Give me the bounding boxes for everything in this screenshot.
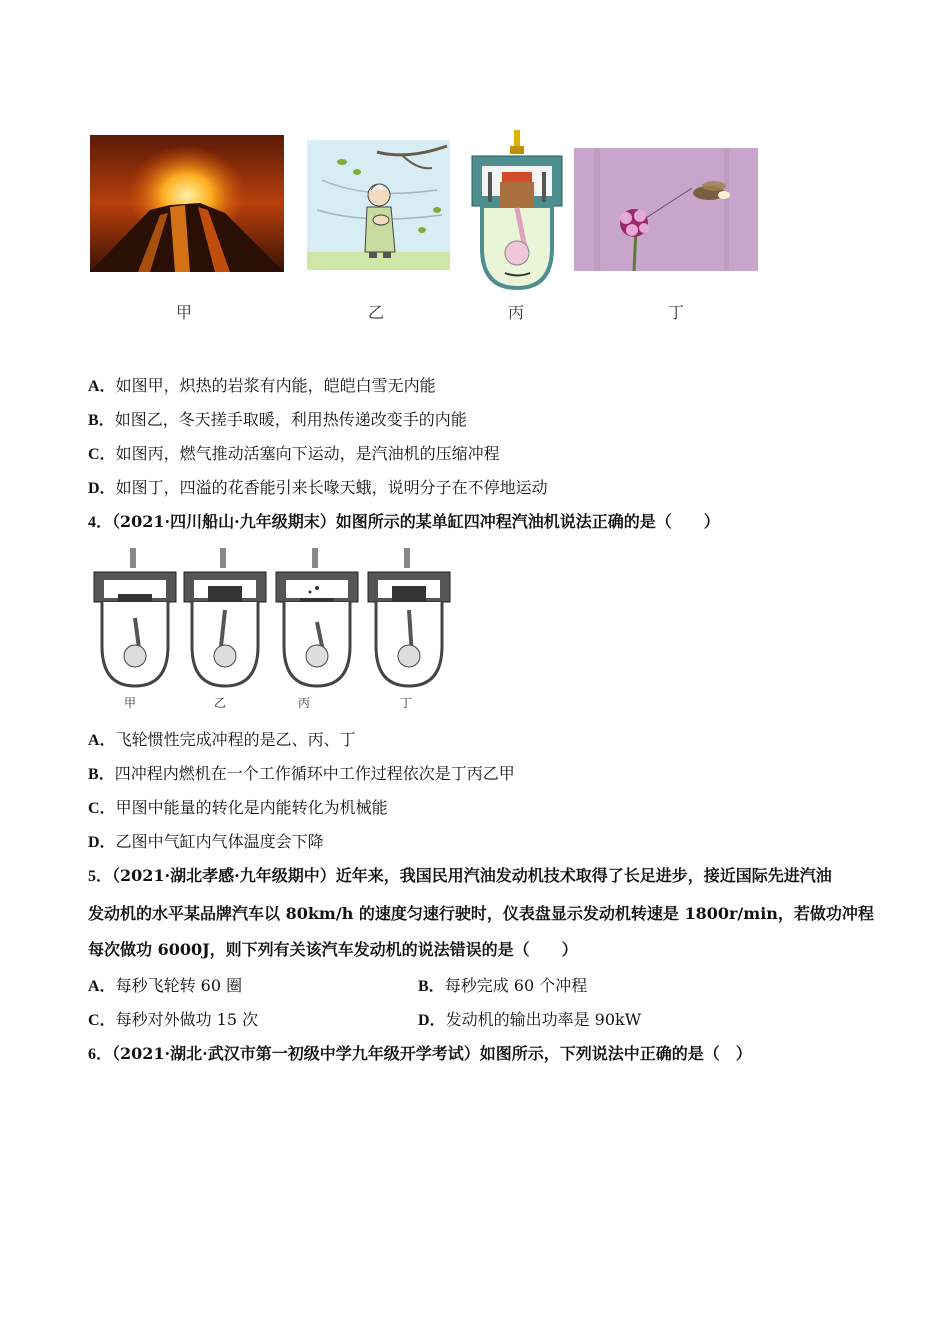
- q5-option-d: D．发动机的输出功率是 90kW: [418, 1010, 642, 1029]
- figure-1-caption-jia: 甲: [176, 303, 193, 322]
- q3-option-a: A．如图甲，炽热的岩浆有内能，皑皑白雪无内能: [88, 376, 436, 395]
- figure-1-caption-bing: 丙: [508, 303, 525, 322]
- engine-stroke-bing-icon: [274, 546, 360, 691]
- piston-cylinder-icon: [470, 128, 564, 293]
- q4-figure-engine-strokes: [92, 546, 462, 716]
- person-rubbing-hands-icon: [307, 140, 450, 270]
- moth-flower-icon: [574, 148, 758, 271]
- q5-option-a: A．每秒飞轮转 60 圈: [88, 976, 243, 995]
- volcano-icon: [90, 135, 284, 272]
- q5-option-b: B．每秒完成 60 个冲程: [418, 976, 588, 995]
- figure-1-caption-ding: 丁: [668, 303, 685, 322]
- q3-option-b: B．如图乙，冬天搓手取暖，利用热传递改变手的内能: [88, 410, 467, 429]
- q5-line-3: 每次做功 6000J，则下列有关该汽车发动机的说法错误的是（ ）: [88, 940, 578, 959]
- q4-option-b: B．四冲程内燃机在一个工作循环中工作过程依次是丁丙乙甲: [88, 764, 515, 783]
- q5-option-c: C．每秒对外做功 15 次: [88, 1010, 259, 1029]
- engine-stroke-jia-icon: [92, 546, 178, 691]
- q3-option-d: D．如图丁，四溢的花香能引来长喙天蛾，说明分子在不停地运动: [88, 478, 548, 497]
- q6-stem: 6．（2021·湖北·武汉市第一初级中学九年级开学考试）如图所示，下列说法中正确的是（ ）: [88, 1044, 752, 1063]
- q4-option-d: D．乙图中气缸内气体温度会下降: [88, 832, 324, 851]
- engine-stroke-yi-icon: [182, 546, 268, 691]
- q4-caption-jia: 甲: [124, 696, 137, 710]
- q4-caption-bing: 丙: [298, 696, 311, 710]
- q3-option-c: C．如图丙，燃气推动活塞向下运动，是汽油机的压缩冲程: [88, 444, 500, 463]
- figure-1-caption-yi: 乙: [368, 303, 385, 322]
- figure-1: [88, 128, 768, 328]
- engine-stroke-ding-icon: [366, 546, 452, 691]
- q4-caption-yi: 乙: [214, 696, 227, 710]
- q4-option-a: A．飞轮惯性完成冲程的是乙、丙、丁: [88, 730, 356, 749]
- q4-stem: 4．（2021·四川船山·九年级期末）如图所示的某单缸四冲程汽油机说法正确的是（ ）: [88, 512, 720, 531]
- q5-line-2: 发动机的水平某品牌汽车以 80km/h 的速度匀速行驶时，仪表盘显示发动机转速是 1800r/min，若做功冲程: [88, 904, 874, 923]
- q4-option-c: C．甲图中能量的转化是内能转化为机械能: [88, 798, 388, 817]
- q4-caption-ding: 丁: [400, 696, 413, 710]
- q5-stem: 5．（2021·湖北孝感·九年级期中）近年来，我国民用汽油发动机技术取得了长足进步，接近国际先进汽油: [88, 866, 832, 885]
